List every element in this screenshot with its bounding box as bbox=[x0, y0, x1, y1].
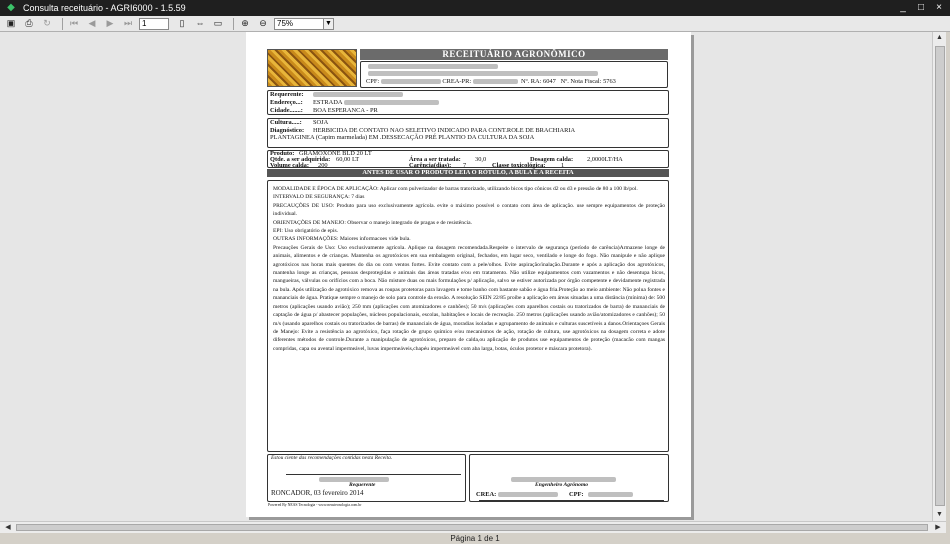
endereco-label: Endereço...: bbox=[270, 99, 303, 106]
paragraph-precaucoes: PRECAUÇÕES DE USO: Produto para uso exclusivamente agrícola. evite o máximo possível o contato com área de aplicação. use sempre equipamentos de proteção individual. bbox=[273, 202, 665, 218]
requerente-value-redacted bbox=[313, 91, 403, 98]
horizontal-scrollbar[interactable] bbox=[0, 521, 946, 533]
paragraph-precaucoes-gerais: Precauções Gerais de Uso: Uso exclusivamente agrícola. Aplique na dosagem recomendada.Respeite o intervalo de segurança (período de carência)Armazene longe de animais, alimentos e de crianças. Mantenha os agrotóxicos em sua embalagem original, fechados, em lugar seco, ventilado e longe do fogo. Não manipule e não aplique agrotóxicos nas horas mais quentes do dia ou com ventos fortes. Evite contato com a pele/olhos. Evite aspiração/inalação.Durante e após a aplicação dos agrotóxicos, mantenha longe as crianças, pessoas desprotegidas e animais das áreas tratadas e/ou em tratamento. Não utilize equipamentos com vazamentos e não desentupa bicos, mangueiras, válvulas ou orifícios com a boca. Não misture duas ou mais formulações p/ aplicação, salvo se estiver autorizada por órgão competente e devidamente registrada na bula. Após utilização de agrotóxico remova as roupas protetoras para lavagem e tome banho com bastante sabão e água fria.Proteção ao meio ambiente: Não polua fontes e mananciais de água. Pratique sempre o manejo de solo para controle da erosão. A resolução SEIN 22/85 proíbe a aplicação em áreas situadas a uma distância (mínima) de: 500 metros (aplicações usando avião); 250 mm (aplicações com atomizadores e canhões); 50 m/s (aplicações com aparelhos costais ou tratorizados de barra) de mananciais de captação de água p/ abastecer populações, núcleos populacionais, escolas, habitações e locais de recreação. 250 metros (aplicações usando avião/atomizadores e canhões); 50 m/s (usando aparelhos costais ou tratorizados de barras) de mananciais de água, moradias isoladas e agrupamento de animais e culturas suscetíveis a danos.Orientaçoes Gerais de Manejo: Evite a resistência ao agrotóxico, faça rotação de grupo químico e/ou mecanismos de ação, rotação de cultura, use agrotóxicos na dosagem correta e adote diferentes métodos de controle.Durante a manipulação de agrotóxicos, preparo de calda,ou aplicação de produtos use equipamentos de proteção (macacão com mangas compridas, capa ou avental impermeável, luvas impermeáveis,chapéu impermeável com aba larga, botas, óculos protetor e máscara protetora). bbox=[273, 244, 665, 352]
classe-label: Classe toxicológica: bbox=[492, 162, 546, 169]
scroll-right-icon[interactable]: ▶ bbox=[935, 524, 941, 531]
dosagem-value: 2,0000LT/HA bbox=[587, 156, 623, 163]
refresh-icon[interactable]: ↻ bbox=[43, 18, 51, 28]
section-warning-title: ANTES DE USAR O PRODUTO LEIA O RÓTULO, A BULA E A RECEITA bbox=[267, 169, 669, 177]
produto-label: Produto: bbox=[270, 150, 295, 157]
header-ids-line: CPF: CREA-PR: Nº. RA: 6047 Nº. Nota Fiscal: 5763 bbox=[366, 78, 616, 85]
scroll-up-icon[interactable]: ▲ bbox=[936, 34, 943, 41]
company-address-redacted bbox=[368, 70, 598, 77]
page-width-icon[interactable]: ⇔ bbox=[195, 18, 205, 28]
cpf-footer-label: CPF: bbox=[569, 491, 584, 498]
toolbar-separator bbox=[233, 18, 234, 30]
dosagem-label: Dosagem calda: bbox=[530, 156, 574, 163]
produto-value: GRAMOXONE BLD 20 LT bbox=[299, 150, 372, 157]
cultura-label: Cultura.....: bbox=[270, 119, 302, 126]
first-page-icon[interactable]: ⏮ bbox=[69, 18, 79, 28]
horizontal-scroll-thumb[interactable] bbox=[16, 524, 928, 531]
crop-photo bbox=[267, 49, 357, 87]
minimize-button[interactable]: _ bbox=[900, 2, 906, 13]
page-count-label: Página 1 de 1 bbox=[450, 534, 500, 543]
paragraph-outras: OUTRAS INFORMAÇÕES: Maiores informacoes vide bula. bbox=[273, 236, 411, 243]
print-icon[interactable]: ⎙ bbox=[25, 18, 33, 28]
close-button[interactable]: × bbox=[936, 2, 942, 13]
classe-value: 1 bbox=[561, 162, 565, 169]
area-label: Área a ser tratada: bbox=[409, 156, 461, 163]
last-page-icon[interactable]: ⏭ bbox=[123, 18, 133, 28]
status-bar bbox=[0, 533, 950, 544]
crea-footer-label: CREA: bbox=[476, 491, 497, 498]
requerente-label: Requerente: bbox=[270, 91, 304, 98]
requerente-signature-label: Requerente bbox=[349, 482, 376, 488]
scroll-left-icon[interactable]: ◀ bbox=[5, 524, 11, 531]
whole-page-icon[interactable]: ▭ bbox=[213, 18, 223, 28]
qtde-value: 60,00 LT bbox=[336, 156, 360, 163]
paragraph-orientacoes: ORIENTAÇÕES DE MANEJO: Observar o manejo integrado de pragas e de resistência. bbox=[273, 219, 473, 226]
engenheiro-signature-label: Engenheiro Agrônomo bbox=[535, 482, 589, 488]
page-number-input[interactable]: 1 bbox=[139, 18, 169, 30]
cidade-value: BOA ESPERANCA - PR bbox=[313, 107, 378, 114]
document-header-title: RECEITUÁRIO AGRONÔMICO bbox=[360, 49, 668, 60]
zoom-value: 75% bbox=[277, 18, 294, 28]
zoom-in-icon[interactable]: ⊕ bbox=[241, 18, 249, 28]
crea-footer-redacted bbox=[498, 491, 558, 498]
diagnostico-line2: PLANTAGINEA (Capim marmelada) EM .DESSECAÇÃO PRÉ PLANTIO DA CULTURA DA SOJA bbox=[270, 134, 535, 141]
endereco-line: ESTRADA bbox=[313, 99, 439, 106]
recommendations-text bbox=[273, 185, 665, 353]
volume-value: 200 bbox=[318, 162, 328, 169]
report-viewport bbox=[0, 32, 932, 521]
previous-page-icon[interactable]: ◀ bbox=[88, 18, 96, 28]
report-toolbar bbox=[0, 16, 950, 32]
scroll-down-icon[interactable]: ▼ bbox=[936, 511, 943, 518]
app-logo-icon: ◆ bbox=[7, 2, 15, 13]
report-page bbox=[246, 32, 691, 517]
carencia-label: Carência(dias): bbox=[409, 162, 452, 169]
vertical-scroll-thumb[interactable] bbox=[935, 46, 945, 506]
next-page-icon[interactable]: ▶ bbox=[106, 18, 114, 28]
qtde-label: Qtde. a ser adquirida: bbox=[270, 156, 331, 163]
maximize-button[interactable]: □ bbox=[917, 2, 925, 13]
zoom-out-icon[interactable]: ⊖ bbox=[259, 18, 267, 28]
area-value: 30,0 bbox=[475, 156, 487, 163]
cpf-footer-redacted bbox=[588, 491, 633, 498]
requerente-signature-line bbox=[286, 474, 461, 475]
engenheiro-signature-line bbox=[479, 500, 664, 501]
vertical-scrollbar[interactable] bbox=[932, 32, 946, 521]
volume-label: Volume calda: bbox=[270, 162, 309, 169]
cidade-label: Cidade.......: bbox=[270, 107, 303, 114]
paragraph-modalidade: MODALIDADE E ÉPOCA DE APLICAÇÃO: Aplicar com pulverizador de barras tratorizado, utilizando bicos tipo cônicos d2 ou d3 e pressão de 80 a 100 lb/pol. bbox=[273, 186, 638, 192]
diagnostico-label: Diagnóstico: bbox=[270, 127, 305, 134]
single-page-icon[interactable]: ▯ bbox=[179, 18, 185, 28]
diagnostico-line1: HERBICIDA DE CONTATO NAO SELETIVO INDICADO PARA CONT.ROLE DE BRACHIARIA bbox=[313, 127, 576, 134]
save-icon[interactable]: ▣ bbox=[6, 18, 16, 28]
toolbar-separator bbox=[62, 18, 63, 30]
footer-note: Estou ciente das recomendações contidas nesta Receita. bbox=[271, 455, 393, 461]
powered-by: Powered By NEAS Tecnologia - www.neastecnologia.com.br bbox=[268, 503, 362, 507]
window-titlebar bbox=[0, 0, 950, 16]
paragraph-epi: EPI: Uso obrigatório de epis. bbox=[273, 228, 339, 235]
paragraph-intervalo: INTERVALO DE SEGURANÇA: 7 dias bbox=[273, 194, 365, 201]
chevron-down-icon[interactable]: ▼ bbox=[323, 19, 333, 29]
window-title: Consulta receituário - AGRI6000 - 1.5.59 bbox=[23, 3, 186, 13]
zoom-select[interactable] bbox=[274, 18, 334, 30]
place-date: RONCADOR, 03 fevereiro 2014 bbox=[271, 489, 364, 497]
carencia-value: 7 bbox=[463, 162, 467, 169]
cultura-value: SOJA bbox=[313, 119, 329, 126]
